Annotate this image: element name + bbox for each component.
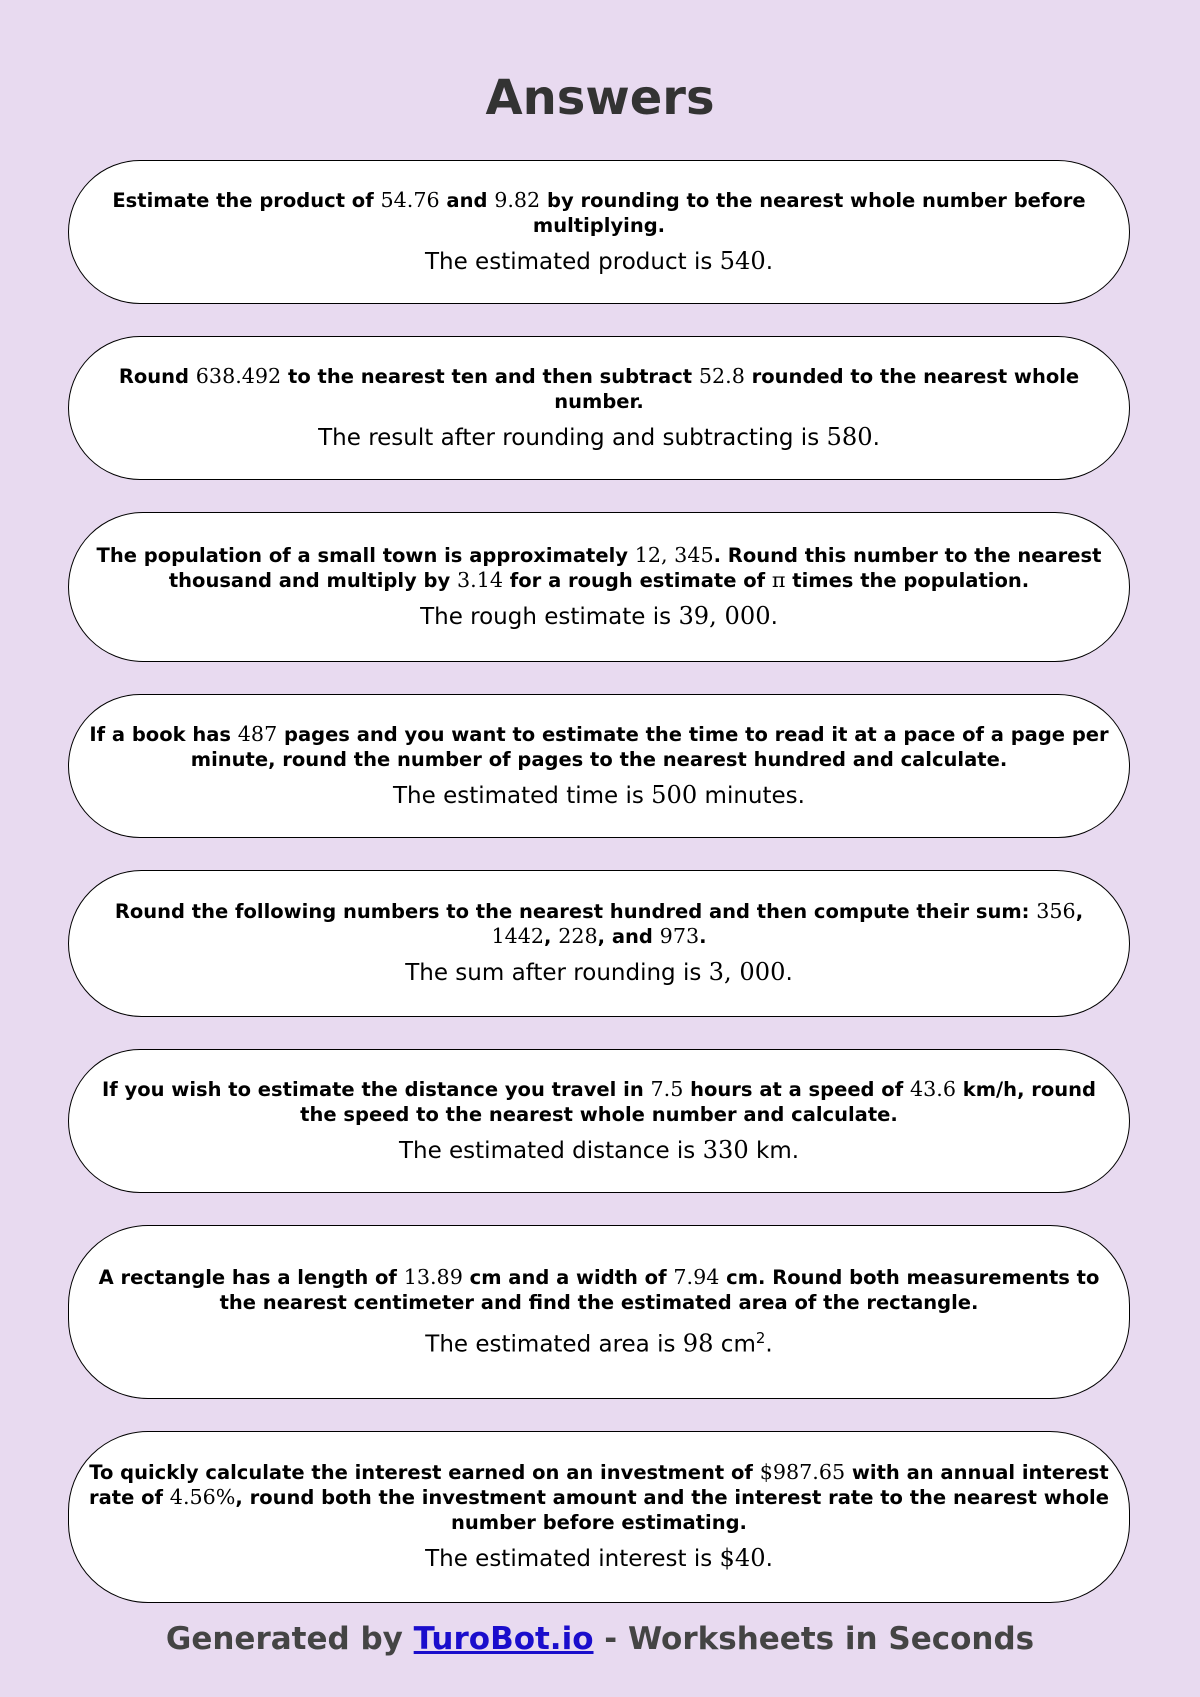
answer-text: The result after rounding and subtracting is 580. [318, 422, 880, 451]
turobot-link[interactable]: TuroBot.io [413, 1621, 594, 1657]
answer-text: The rough estimate is 39, 000. [420, 601, 778, 630]
answer-card [68, 870, 1130, 1017]
question-text: To quickly calculate the interest earned on an investment of $987.65 with an annual interest rate of 4.56%, round both the investment amount and the interest rate to the nearest whole number before estimating. [89, 1460, 1109, 1534]
question-text: Round 638.492 to the nearest ten and then subtract 52.8 rounded to the nearest whole number. [118, 363, 1080, 413]
answer-card [68, 1049, 1130, 1193]
answer-card [68, 336, 1130, 480]
answer-card [68, 694, 1130, 838]
page-title: Answers [485, 70, 715, 126]
question-text: Estimate the product of 54.76 and 9.82 by rounding to the nearest whole number before multiplying. [112, 187, 1086, 237]
answer-card [68, 512, 1130, 662]
footer-prefix: Generated by [165, 1621, 414, 1657]
answer-card [68, 160, 1130, 304]
question-text: If a book has 487 pages and you want to estimate the time to read it at a pace of a page per minute, round the number of pages to the nearest hundred and calculate. [89, 721, 1109, 771]
question-text: The population of a small town is approximately 12, 345. Round this number to the nearest thousand and multiply by 3.14 for a rough estimate of π times the population. [96, 542, 1102, 592]
answer-text: The sum after rounding is 3, 000. [405, 958, 793, 986]
answer-card [68, 1431, 1130, 1603]
answer-text: The estimated product is 540. [424, 246, 774, 275]
answer-text: The estimated time is 500 minutes. [393, 780, 805, 809]
question-text: If you wish to estimate the distance you travel in 7.5 hours at a speed of 43.6 km/h, round the speed to the nearest whole number and calculate. [102, 1076, 1096, 1126]
answer-text: The estimated distance is 330 km. [398, 1135, 800, 1164]
answer-text: The estimated interest is $40. [425, 1544, 773, 1572]
question-text: A rectangle has a length of 13.89 cm and a width of 7.94 cm. Round both measurements to the nearest centimeter and find the estimated area of the rectangle. [98, 1264, 1100, 1314]
exponent: 2 [755, 1328, 766, 1347]
footer [0, 1618, 1200, 1660]
question-text: Round the following numbers to the nearest hundred and then compute their sum: 356, 1442, 228, and 973. [114, 899, 1084, 948]
footer-suffix: - Worksheets in Seconds [593, 1621, 1035, 1657]
answer-card [68, 1225, 1130, 1399]
answer-text: The estimated area is 98 $cm^2$. [425, 1328, 773, 1358]
